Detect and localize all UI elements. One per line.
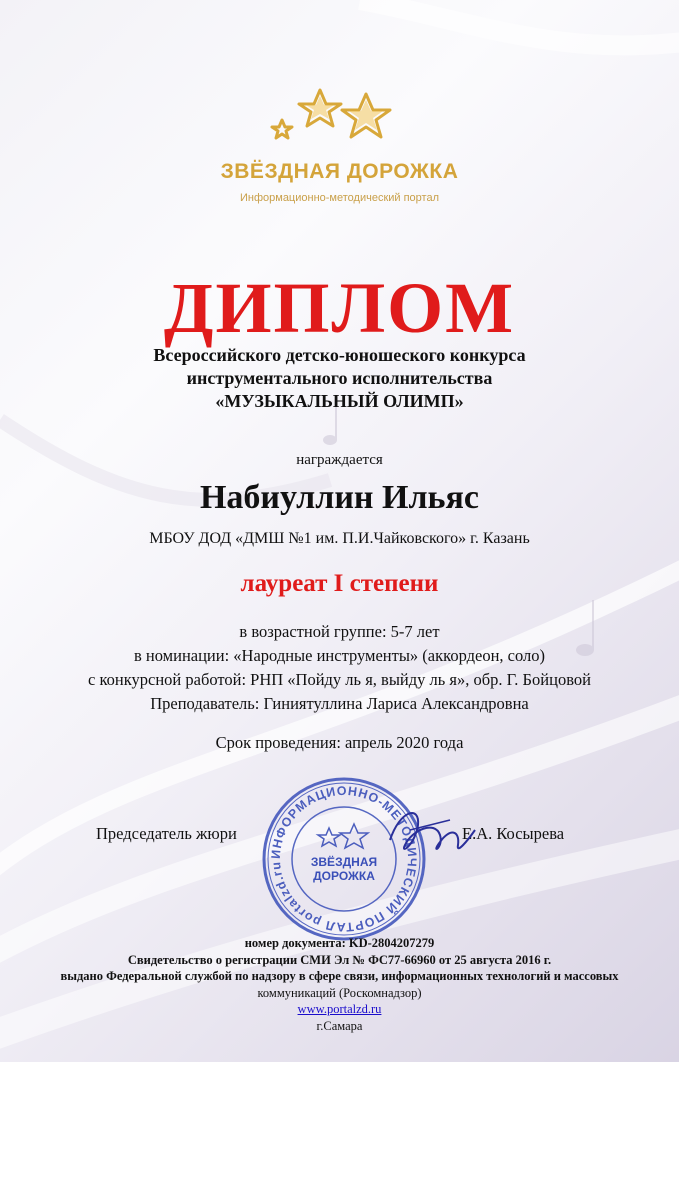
- award-degree: лауреат I степени: [240, 570, 439, 597]
- teacher: Преподаватель: Гиниятуллина Лариса Александровна: [150, 694, 529, 713]
- age-group: в возрастной группе: 5-7 лет: [239, 622, 440, 641]
- competition-work: с конкурсной работой: РНП «Пойду ль я, выйду ль я», обр. Г. Бойцовой: [88, 670, 591, 689]
- diploma-title: ДИПЛОМ: [163, 268, 516, 348]
- awarded-label: награждается: [296, 452, 383, 468]
- recipient-name: Набиуллин Ильяс: [199, 479, 479, 516]
- stamp-center-line-2: ДОРОЖКА: [313, 869, 375, 883]
- handwritten-signature: [380, 800, 480, 870]
- document-number: номер документа: KD-2804207279: [244, 936, 435, 950]
- jury-chair-label: Председатель жюри: [96, 824, 237, 843]
- portal-brand-name: ЗВЁЗДНАЯ ДОРОЖКА: [220, 160, 459, 183]
- portal-logo: [0, 82, 679, 152]
- issued-by-continued: коммуникаций (Роскомнадзор): [257, 985, 422, 1000]
- stamp-ring-text: ИНФОРМАЦИОННО-МЕТОДИЧЕСКИЙ ПОРТАЛ portalzd.ru: [268, 783, 420, 935]
- city: г.Самара: [316, 1018, 363, 1033]
- jury-chair-name: Е.А. Косырева: [462, 824, 565, 843]
- issued-by: выдано Федеральной службой по надзору в сфере связи, информационных технологий и массовых: [60, 969, 619, 983]
- contest-line-2: инструментального исполнительства: [186, 368, 493, 388]
- recipient-school: МБОУ ДОД «ДМШ №1 им. П.И.Чайковского» г. Казань: [149, 530, 530, 547]
- portal-brand-subtitle: Информационно-методический портал: [239, 192, 439, 204]
- contest-line-3: «МУЗЫКАЛЬНЫЙ ОЛИМП»: [215, 391, 464, 411]
- stamp-center-line-1: ЗВЁЗДНАЯ: [310, 855, 378, 869]
- contest-period: Срок проведения: апрель 2020 года: [215, 733, 464, 752]
- gold-stars-icon: [270, 82, 410, 152]
- nomination: в номинации: «Народные инструменты» (аккордеон, соло): [134, 646, 545, 665]
- media-registration: Свидетельство о регистрации СМИ Эл № ФС77-66960 от 25 августа 2016 г.: [127, 952, 552, 967]
- portal-website-link[interactable]: www.portalzd.ru: [297, 1002, 382, 1016]
- contest-line-1: Всероссийского детско-юношеского конкурса: [153, 345, 526, 365]
- document-footer: [0, 935, 679, 1034]
- award-details: [0, 620, 679, 716]
- contest-name: [0, 344, 679, 413]
